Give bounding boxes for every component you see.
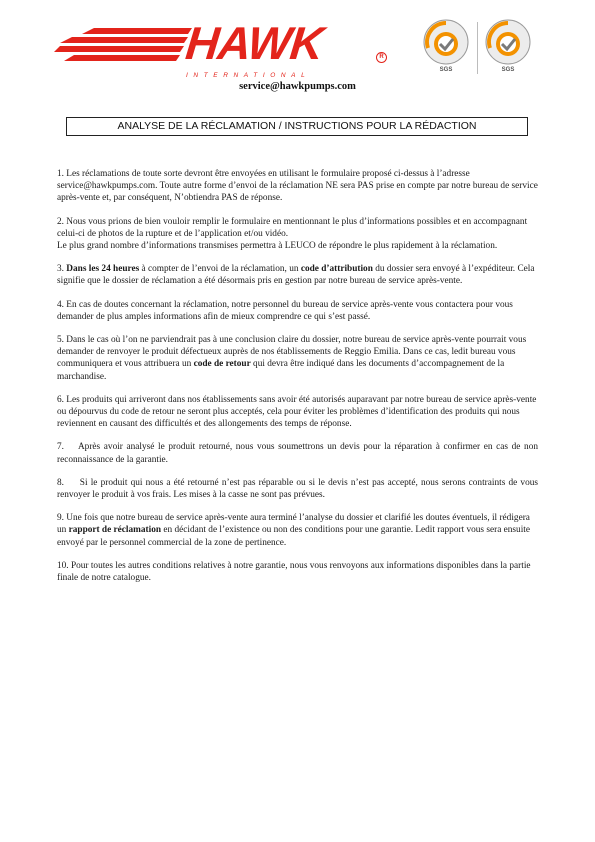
p3-text: à compter de l’envoi de la réclamation, un bbox=[139, 264, 301, 275]
p9-bold-report: rapport de réclamation bbox=[68, 525, 162, 536]
cert-caption-left: SGS bbox=[439, 67, 453, 73]
paragraph-2-line-b: Le plus grand nombre d’informations transmises permettra à LEUCO de répondre le plus rapidement à la réclamation. bbox=[57, 241, 498, 252]
certification-seal-left bbox=[420, 18, 472, 78]
paragraph-1: 1. Les réclamations de toute sorte devront être envoyées en utilisant le formulaire proposé ci-dessus à l’adresse service@hawkpumps.com. Toute autre forme d’envoi de la réclamation NE sera PAS prise en compte par notre bureau de service après-vente et, par conséquent, N’obtiendra PAS de réponse. bbox=[57, 169, 538, 204]
p5-text: qui devra être indiqué dans les documents d’accompagnement de la marchandise. bbox=[57, 359, 505, 382]
p9-text: en décidant de l’existence ou non des conditions pour une garantie. Ledit rapport vous sera ensuite envoyé par le personnel commercial de la zone de pertinence. bbox=[57, 525, 530, 548]
instructions-body bbox=[57, 168, 541, 595]
p3-bold-24h: Dans les 24 heures bbox=[66, 264, 140, 275]
paragraph-3 bbox=[57, 263, 538, 287]
p5-text: 5. Dans le cas où l’on ne parviendrait pas à une conclusion claire du dossier, notre bureau de service après-vente pourrait vous demander de renvoyer le produit défectueux auprès de nos établissements de Reggio Emilia. Dans ce cas, ledit bureau vous communiquera et vous attribuera un bbox=[57, 335, 527, 370]
registered-mark: R bbox=[376, 52, 387, 63]
cert-divider bbox=[477, 22, 478, 74]
paragraph-2-line-a: 2. Nous vous prions de bien vouloir remplir le formulaire en mentionnant le plus d’informations possibles et en accompagnant celui-ci de photos de la rupture et de l’application et/ou vidéo. bbox=[57, 216, 528, 239]
paragraph-8: 8. Si le produit qui nous a été retourné n’est pas réparable ou si le devis n’est pas accepté, nous serons contraints de vous renvoyer le produit à vos frais. Les mises à la casse ne sont pas prévues. bbox=[57, 477, 541, 501]
cert-caption-right: SGS bbox=[501, 67, 515, 73]
page-title: ANALYSE DE LA RÉCLAMATION / INSTRUCTIONS POUR LA RÉDACTION bbox=[66, 117, 528, 136]
p3-text: du dossier sera envoyé à l’expéditeur. Cela signifie que le dossier de réclamation a été désormais pris en gestion par notre bureau de service après-vente. bbox=[57, 264, 535, 287]
p3-bold-code: code d’attribution bbox=[300, 264, 373, 275]
p9-text: 9. Une fois que notre bureau de service après-vente aura terminé l’analyse du dossier et clarifié les doutes éventuels, il rédigera un bbox=[57, 513, 530, 536]
sgs-seal-icon bbox=[482, 18, 534, 68]
paragraph-9 bbox=[57, 512, 538, 549]
certification-seal-right bbox=[482, 18, 534, 78]
p5-bold-return-code: code de retour bbox=[193, 359, 251, 370]
service-email: service@hawkpumps.com bbox=[239, 81, 356, 92]
paragraph-6: 6. Les produits qui arriveront dans nos établissements sans avoir été autorisés auparavant par notre bureau de service après-vente ou dépourvus du code de retour ne seront plus acceptés, cela pour éviter les problèmes d’identification des produits qui nous reviennent en causant des difficultés et des allongements des temps de réponse. bbox=[57, 394, 537, 430]
paragraph-4: 4. En cas de doutes concernant la réclamation, notre personnel du bureau de service après-vente vous contactera pour vous demander de plus amples informations afin de mieux comprendre ce qui s’est passé. bbox=[57, 299, 513, 322]
brand-subtitle: INTERNATIONAL bbox=[186, 72, 311, 79]
sgs-seal-icon bbox=[420, 18, 472, 68]
p3-text: 3. bbox=[57, 264, 67, 275]
brand-wordmark: HAWK bbox=[183, 17, 326, 69]
paragraph-5 bbox=[57, 334, 538, 383]
speed-stripes-icon bbox=[54, 14, 194, 78]
hawk-logo bbox=[54, 14, 394, 78]
paragraph-2 bbox=[57, 216, 538, 253]
paragraph-7: 7. Après avoir analysé le produit retourné, nous vous soumettrons un devis pour la réparation à confirmer en cas de non reconnaissance de la garantie. bbox=[57, 442, 541, 465]
paragraph-10: 10. Pour toutes les autres conditions relatives à notre garantie, nous vous renvoyons aux informations disponibles dans la partie finale de notre catalogue. bbox=[57, 560, 531, 584]
